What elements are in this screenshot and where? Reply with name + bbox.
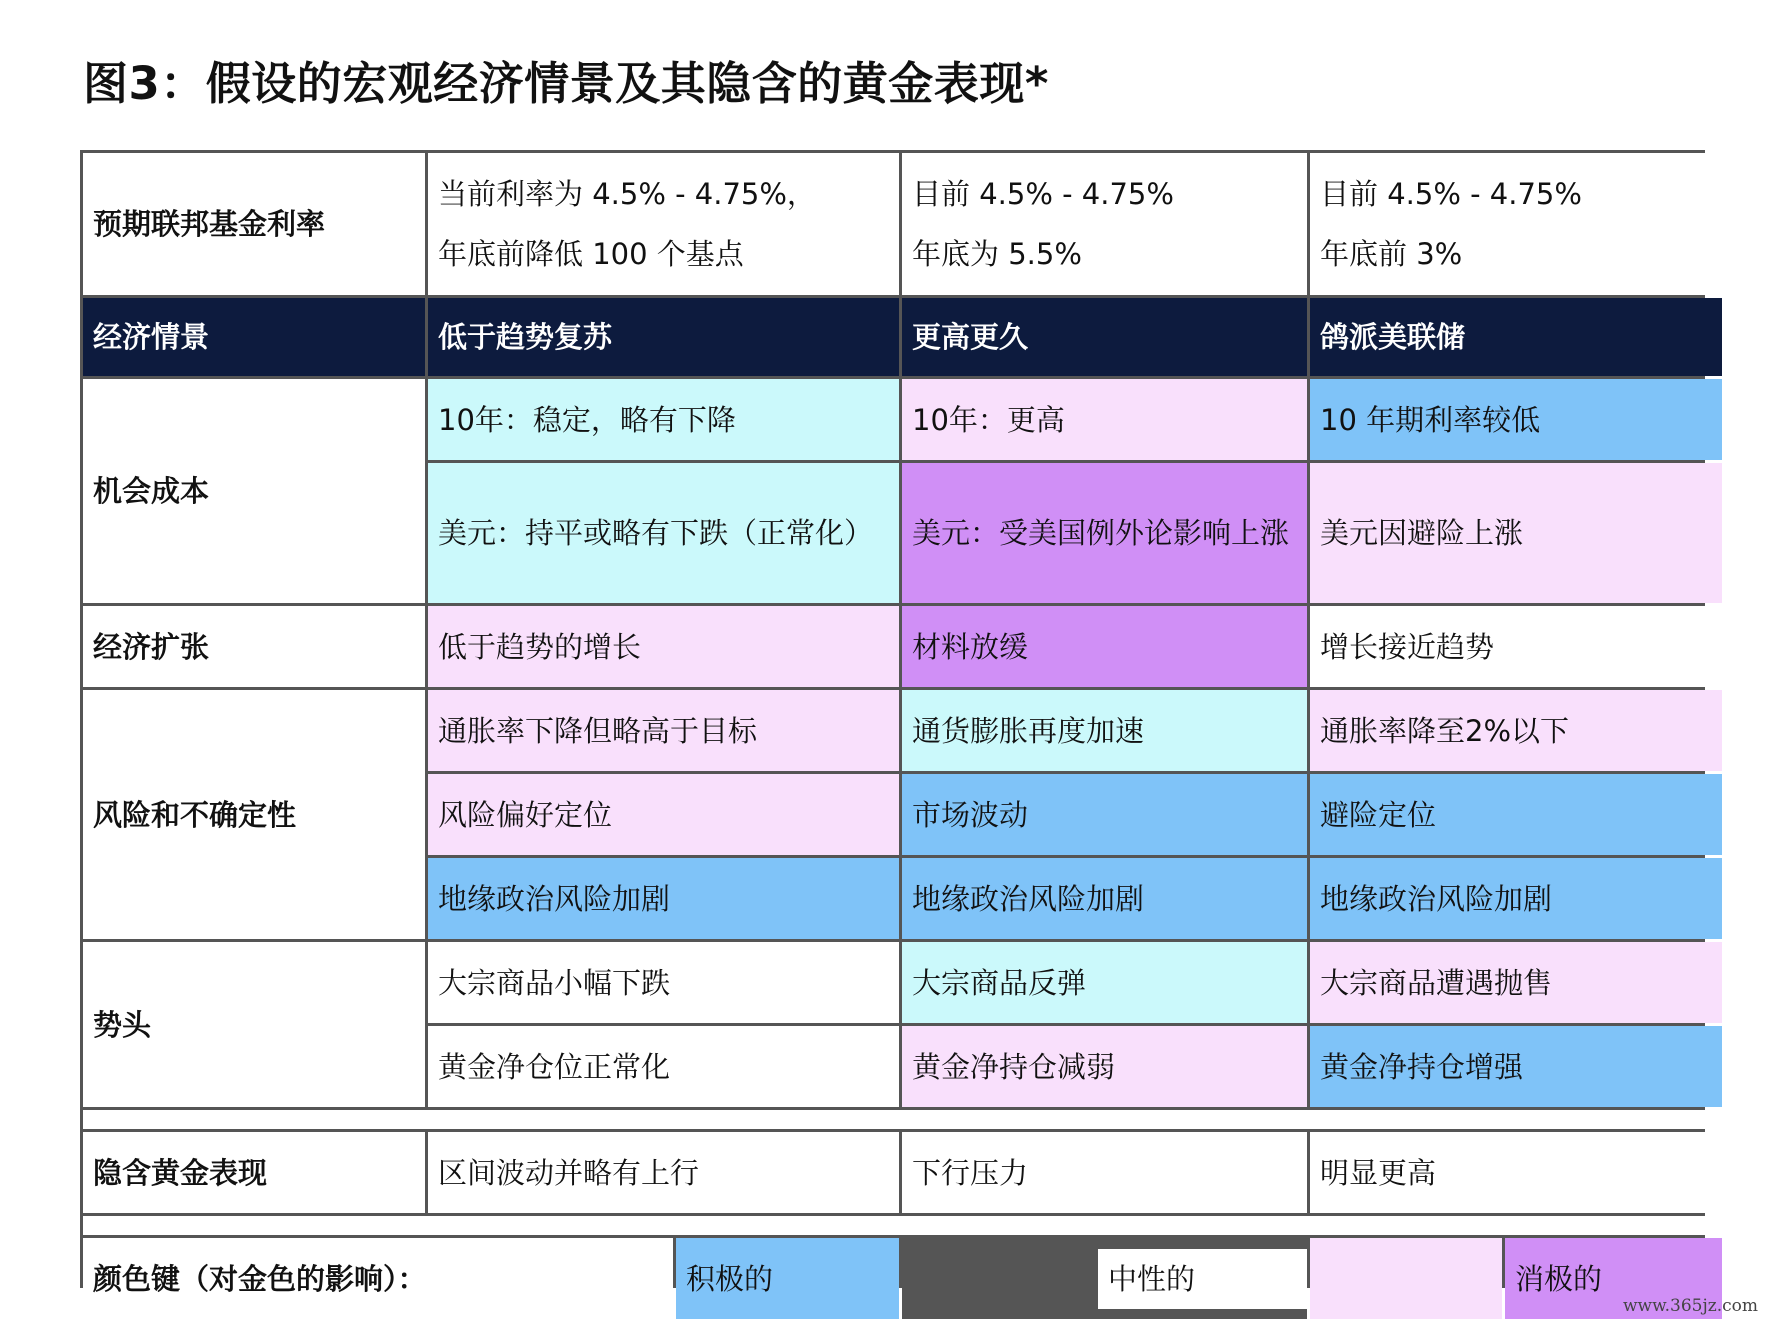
fed-rate-recovery-line-1: 当前利率为 4.5% - 4.75%， xyxy=(438,177,816,211)
header-higher-for-longer: 更高更久 xyxy=(902,298,1307,376)
momentum-commodities-higher: 大宗商品反弹 xyxy=(902,942,1307,1023)
legend-neutral: 中性的 xyxy=(1098,1249,1307,1309)
fed-rate-recovery xyxy=(428,153,899,295)
header-hawkish-fed: 鸽派美联储 xyxy=(1310,298,1722,376)
legend-light-negative-swatch xyxy=(1310,1238,1502,1319)
table-spacer-1 xyxy=(83,1110,1722,1129)
momentum-gold-position-higher: 黄金净持仓减弱 xyxy=(902,1026,1307,1107)
legend-label: 颜色键（对金色的影响）： xyxy=(83,1238,673,1319)
row-label-momentum: 势头 xyxy=(83,942,425,1107)
expansion-hawkish: 增长接近趋势 xyxy=(1310,606,1722,687)
legend-neutral-group xyxy=(902,1238,1307,1319)
opportunity-10y-hawkish: 10 年期利率较低 xyxy=(1310,379,1722,460)
opportunity-10y-higher: 10年：更高 xyxy=(902,379,1307,460)
opportunity-usd-hawkish: 美元因避险上涨 xyxy=(1310,463,1722,603)
row-label-opportunity-cost: 机会成本 xyxy=(83,379,425,603)
risk-positioning-recovery: 风险偏好定位 xyxy=(428,774,899,855)
fed-rate-higher-line-1: 目前 4.5% - 4.75% xyxy=(912,177,1174,211)
fed-rate-recovery-line-2: 年底前降低 100 个基点 xyxy=(438,237,744,271)
scenario-table xyxy=(80,150,1705,1296)
risk-inflation-higher: 通货膨胀再度加速 xyxy=(902,690,1307,771)
fed-rate-higher xyxy=(902,153,1307,295)
momentum-gold-position-recovery: 黄金净仓位正常化 xyxy=(428,1026,899,1107)
risk-positioning-higher: 市场波动 xyxy=(902,774,1307,855)
gold-performance-recovery: 区间波动并略有上行 xyxy=(428,1132,899,1213)
header-recovery: 低于趋势复苏 xyxy=(428,298,899,376)
legend-positive: 积极的 xyxy=(676,1238,899,1319)
page-title: 图3：假设的宏观经济情景及其隐含的黄金表现* xyxy=(83,57,1049,110)
risk-inflation-hawkish: 通胀率降至2%以下 xyxy=(1310,690,1722,771)
row-label-risk: 风险和不确定性 xyxy=(83,690,425,939)
fed-rate-higher-line-2: 年底为 5.5% xyxy=(912,237,1082,271)
risk-geopolitics-hawkish: 地缘政治风险加剧 xyxy=(1310,858,1722,939)
momentum-commodities-recovery: 大宗商品小幅下跌 xyxy=(428,942,899,1023)
risk-inflation-recovery: 通胀率下降但略高于目标 xyxy=(428,690,899,771)
fed-rate-hawkish xyxy=(1310,153,1722,295)
opportunity-usd-recovery: 美元：持平或略有下跌（正常化） xyxy=(428,463,899,603)
gold-performance-higher: 下行压力 xyxy=(902,1132,1307,1213)
risk-geopolitics-recovery: 地缘政治风险加剧 xyxy=(428,858,899,939)
header-scenario-label: 经济情景 xyxy=(83,298,425,376)
legend-negative: 消极的 xyxy=(1505,1238,1722,1319)
fed-rate-hawkish-line-2: 年底前 3% xyxy=(1320,237,1463,271)
expansion-higher: 材料放缓 xyxy=(902,606,1307,687)
fed-rate-hawkish-line-1: 目前 4.5% - 4.75% xyxy=(1320,177,1582,211)
momentum-gold-position-hawkish: 黄金净持仓增强 xyxy=(1310,1026,1722,1107)
row-label-expansion: 经济扩张 xyxy=(83,606,425,687)
momentum-commodities-hawkish: 大宗商品遭遇抛售 xyxy=(1310,942,1722,1023)
opportunity-usd-higher: 美元：受美国例外论影响上涨 xyxy=(902,463,1307,603)
gold-performance-hawkish: 明显更高 xyxy=(1310,1132,1722,1213)
opportunity-10y-recovery: 10年：稳定，略有下降 xyxy=(428,379,899,460)
row-label-fed-rate: 预期联邦基金利率 xyxy=(83,153,425,295)
watermark: www.365jz.com xyxy=(1623,1296,1758,1316)
expansion-recovery: 低于趋势的增长 xyxy=(428,606,899,687)
risk-geopolitics-higher: 地缘政治风险加剧 xyxy=(902,858,1307,939)
risk-positioning-hawkish: 避险定位 xyxy=(1310,774,1722,855)
row-label-gold-performance: 隐含黄金表现 xyxy=(83,1132,425,1213)
table-spacer-2 xyxy=(83,1216,1722,1235)
